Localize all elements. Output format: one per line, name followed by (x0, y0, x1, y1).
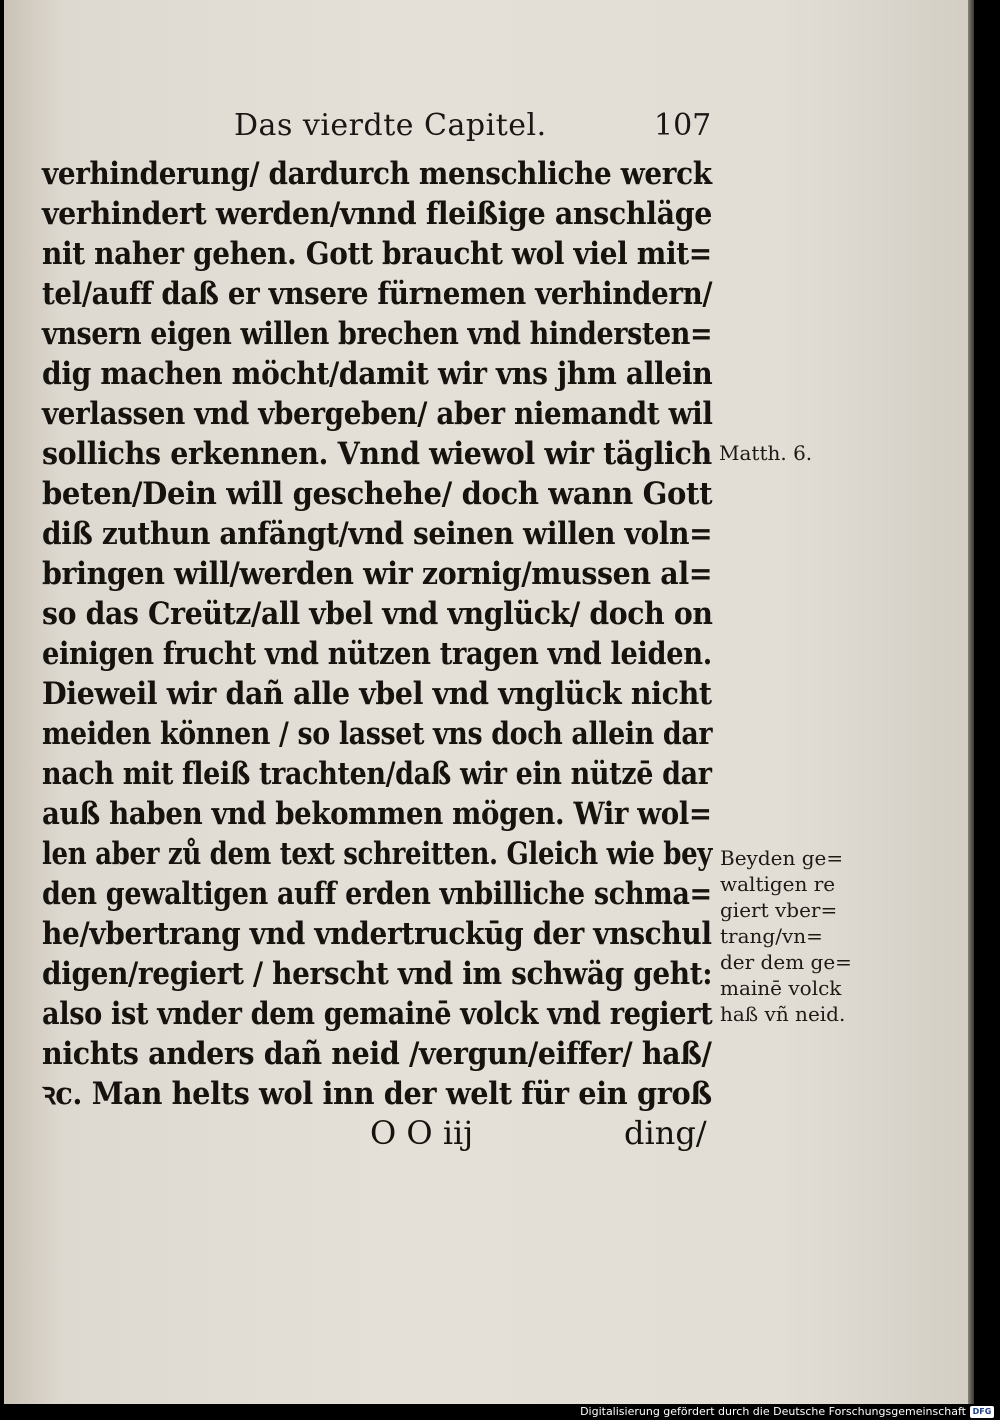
footer-bar (0, 1404, 1000, 1420)
margin-note-beyden (720, 845, 852, 1027)
text-line: auß haben vnd bekommen mögen. Wir wol= (42, 796, 712, 832)
text-line: also ist vnder dem gemainē volck vnd regiert (42, 996, 713, 1032)
text-line: ꝛc. Man helts wol inn der welt für ein groß (42, 1076, 712, 1112)
text-line: verhinderung/ dardurch menschliche werck (42, 156, 712, 192)
text-line: he/vbertrang vnd vndertruckūg der vnschul (42, 916, 712, 952)
signature-mark: O O iij (370, 1114, 474, 1152)
margin-note-line: trang/vn= (720, 924, 823, 948)
body-text (42, 154, 722, 1114)
catchword: ding/ (624, 1114, 707, 1152)
margin-note-line: giert vber= (720, 898, 838, 922)
margin-note-line: der dem ge= (720, 950, 852, 974)
dfg-logo-icon: DFG (970, 1406, 994, 1418)
text-line: meiden können / so lasset vns doch allein dar (42, 716, 713, 752)
text-line: tel/auff daß er vnsere fürnemen verhindern/ (42, 276, 713, 312)
text-line: sollichs erkennen. Vnnd wiewol wir täglich (42, 436, 712, 472)
text-line: einigen frucht vnd nützen tragen vnd leiden. (42, 636, 712, 672)
running-title: Das vierdte Capitel. (234, 108, 547, 143)
catch-line (4, 1114, 972, 1158)
text-line: so das Creütz/all vbel vnd vnglück/ doch on (42, 596, 713, 632)
text-line: verlassen vnd vbergeben/ aber niemandt wil (42, 396, 713, 432)
footer-credit: Digitalisierung gefördert durch die Deutsche Forschungsgemeinschaft (580, 1405, 966, 1418)
text-line: nit naher gehen. Gott braucht wol viel mit= (42, 236, 712, 272)
text-line: len aber zů dem text schreitten. Gleich wie bey (42, 836, 713, 872)
page-header (4, 108, 972, 148)
margin-note-line: Beyden ge= (720, 846, 844, 870)
margin-note-line: waltigen re (720, 872, 836, 896)
text-line: bringen will/werden wir zornig/mussen al= (42, 556, 713, 592)
text-line: beten/Dein will geschehe/ doch wann Gott (42, 476, 713, 512)
text-line: nichts anders dañ neid /vergun/eiffer/ haß/ (42, 1036, 712, 1072)
page-number: 107 (654, 108, 712, 143)
text-line: verhindert werden/vnnd fleißige anschläge (42, 196, 712, 232)
page-edge (968, 0, 974, 1404)
book-page (4, 0, 972, 1404)
margin-note-matth: Matth. 6. (719, 441, 813, 465)
text-line: den gewaltigen auff erden vnbilliche schma= (42, 876, 712, 912)
text-line: nach mit fleiß trachten/daß wir ein nützē dar (42, 756, 712, 792)
text-line: vnsern eigen willen brechen vnd hindersten= (42, 316, 713, 352)
text-line: digen/regiert / herscht vnd im schwäg geht: (42, 956, 713, 992)
text-line: Dieweil wir dañ alle vbel vnd vnglück nicht (42, 676, 712, 712)
margin-note-line: haß vñ neid. (720, 1002, 846, 1026)
text-line: diß zuthun anfängt/vnd seinen willen voln= (42, 516, 713, 552)
text-line: dig machen möcht/damit wir vns jhm allein (42, 356, 713, 392)
margin-note-line: mainē volck (720, 976, 842, 1000)
